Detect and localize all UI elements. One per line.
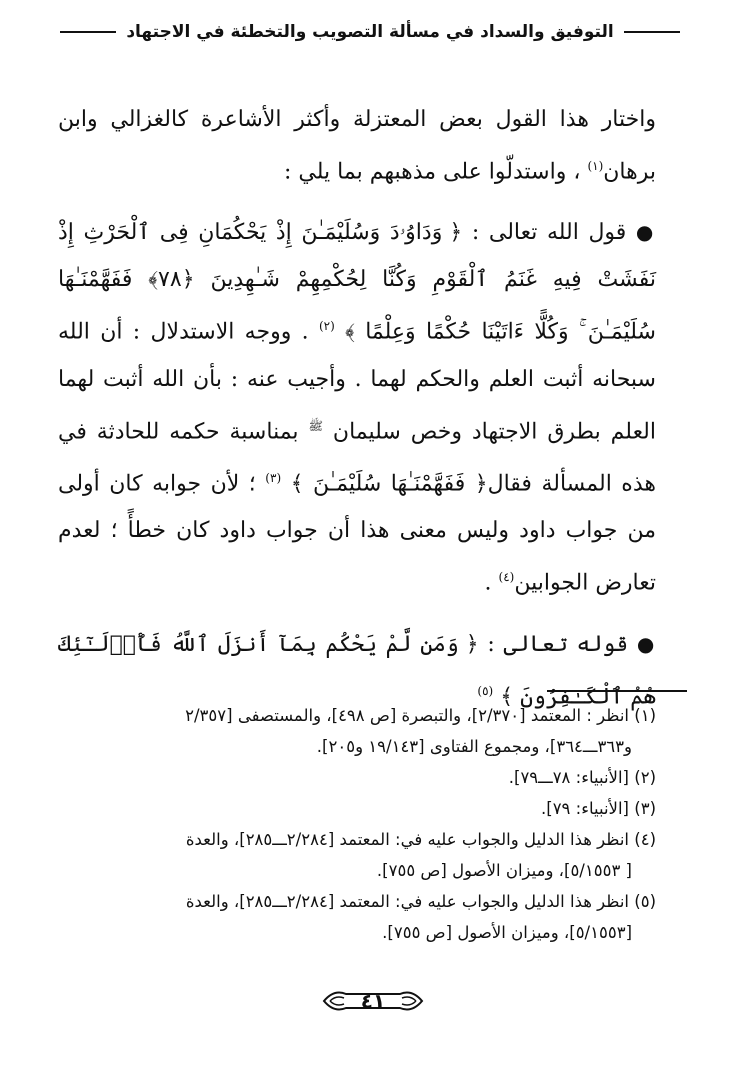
- quran-verse-3: ﴿ وَمَن لَّمْ يَحْكُم بِمَآ أَنزَلَ ٱللَّهُ فَأُو۟لَـٰٓئِكَ هُمُ ٱلْكَـٰفِرُونَ ﴾: [58, 631, 656, 709]
- footnote-ref-4[interactable]: (٤): [498, 570, 515, 585]
- quran-verse-2: ﴿ فَفَهَّمْنَـٰهَا سُلَيْمَـٰنَ ﴾: [290, 471, 488, 497]
- main-text: [58, 96, 656, 720]
- paragraph-2-text-2: بمناسبة حكمه للحادثة في هذه المسألة فقال: [58, 418, 656, 497]
- page-number-text: ٤١: [360, 989, 386, 1013]
- paragraph-1-line-2b: ، واستدلّوا على مذهبهم بما يلي :: [284, 159, 581, 185]
- footnote-2: (٢) [الأنبياء: ٧٨ـــ٧٩].: [508, 768, 656, 787]
- footnote-1-continued: و٣٦٣ـــ٣٦٤]، ومجموع الفتاوى [١٩/١٤٣ و٢٠٥].: [316, 737, 632, 756]
- paragraph-2-text-3: ؛ لأن جوابه كان أولى من جواب داود وليس معنى هذا أن جواب داود كان خطأً ؛ لعدم تعارض الجوابين: [58, 471, 656, 596]
- footnote-separator: [547, 690, 687, 692]
- paragraph-1-line-2a: برهان: [603, 159, 656, 185]
- footnote-1: (١) انظر : المعتمد [٢/٣٧٠]، والتبصرة [ص ٤٩٨]، والمستصفى [٢/٣٥٧: [185, 706, 656, 725]
- paragraph-1: [58, 96, 656, 195]
- footnote-3: (٣) [الأنبياء: ٧٩].: [541, 799, 656, 818]
- header-rule-right: [624, 31, 680, 33]
- header-rule-left: [60, 31, 116, 33]
- quran-verse-1: ﴿ وَدَاوُۥدَ وَسُلَيْمَـٰنَ إِذْ يَحْكُمَانِ فِى ٱلْحَرْثِ إِذْ نَفَشَتْ فِيهِ غَنَمُ ٱلْقَوْمِ وَكُنَّا لِحُكْمِهِمْ شَـٰهِدِينَ ﴿٧٨﴾ فَفَهَّمْنَـٰهَا سُلَيْمَـٰنَ ۚ وَكُلًّا ءَاتَيْنَا حُكْمًا وَعِلْمًا ﴾: [58, 220, 656, 345]
- paragraph-1-line-1: واختار هذا القول بعض المعتزلة وأكثر الأشاعرة كالغزالي وابن: [58, 107, 656, 132]
- footnote-ref-3[interactable]: (٣): [265, 470, 282, 485]
- paragraph-2-text-1: . ووجه الاستدلال : أن الله سبحانه أثبت العلم والحكم لهما . وأجيب عنه : بأن الله أثبت لهما العلم بطرق الاجتهاد وخص سليمان: [58, 319, 656, 444]
- running-header: [60, 22, 680, 42]
- bullet-icon: ●: [636, 631, 657, 656]
- header-title: التوفيق والسداد في مسألة التصويب والتخطئة في الاجتهاد: [126, 22, 614, 42]
- footnote-4-continued: [ ٥/١٥٥٣]، وميزان الأصول [ص ٧٥٥].: [376, 861, 632, 880]
- footnote-ref-1[interactable]: (١): [587, 159, 604, 173]
- footnotes: [52, 700, 656, 948]
- paragraph-2: [58, 209, 656, 606]
- bullet-icon: ●: [635, 220, 656, 245]
- paragraph-2-end: .: [484, 570, 492, 596]
- footnote-5: (٥) انظر هذا الدليل والجواب عليه في: المعتمد [٢/٢٨٤ـــ٢٨٥]، والعدة: [185, 892, 656, 911]
- footnote-ref-5[interactable]: (٥): [477, 683, 494, 698]
- page-number: [320, 985, 426, 1017]
- footnote-ref-2[interactable]: (٢): [318, 319, 335, 334]
- honorific-glyph: ﷺ: [308, 418, 323, 433]
- footnote-5-continued: [٥/١٥٥٣]، وميزان الأصول [ص ٧٥٥].: [382, 923, 632, 942]
- paragraph-3-intro: قوله تعالى :: [487, 631, 629, 657]
- paragraph-2-intro: قول الله تعالى :: [471, 220, 627, 246]
- footnote-4: (٤) انظر هذا الدليل والجواب عليه في: المعتمد [٢/٢٨٤ـــ٢٨٥]، والعدة: [185, 830, 656, 849]
